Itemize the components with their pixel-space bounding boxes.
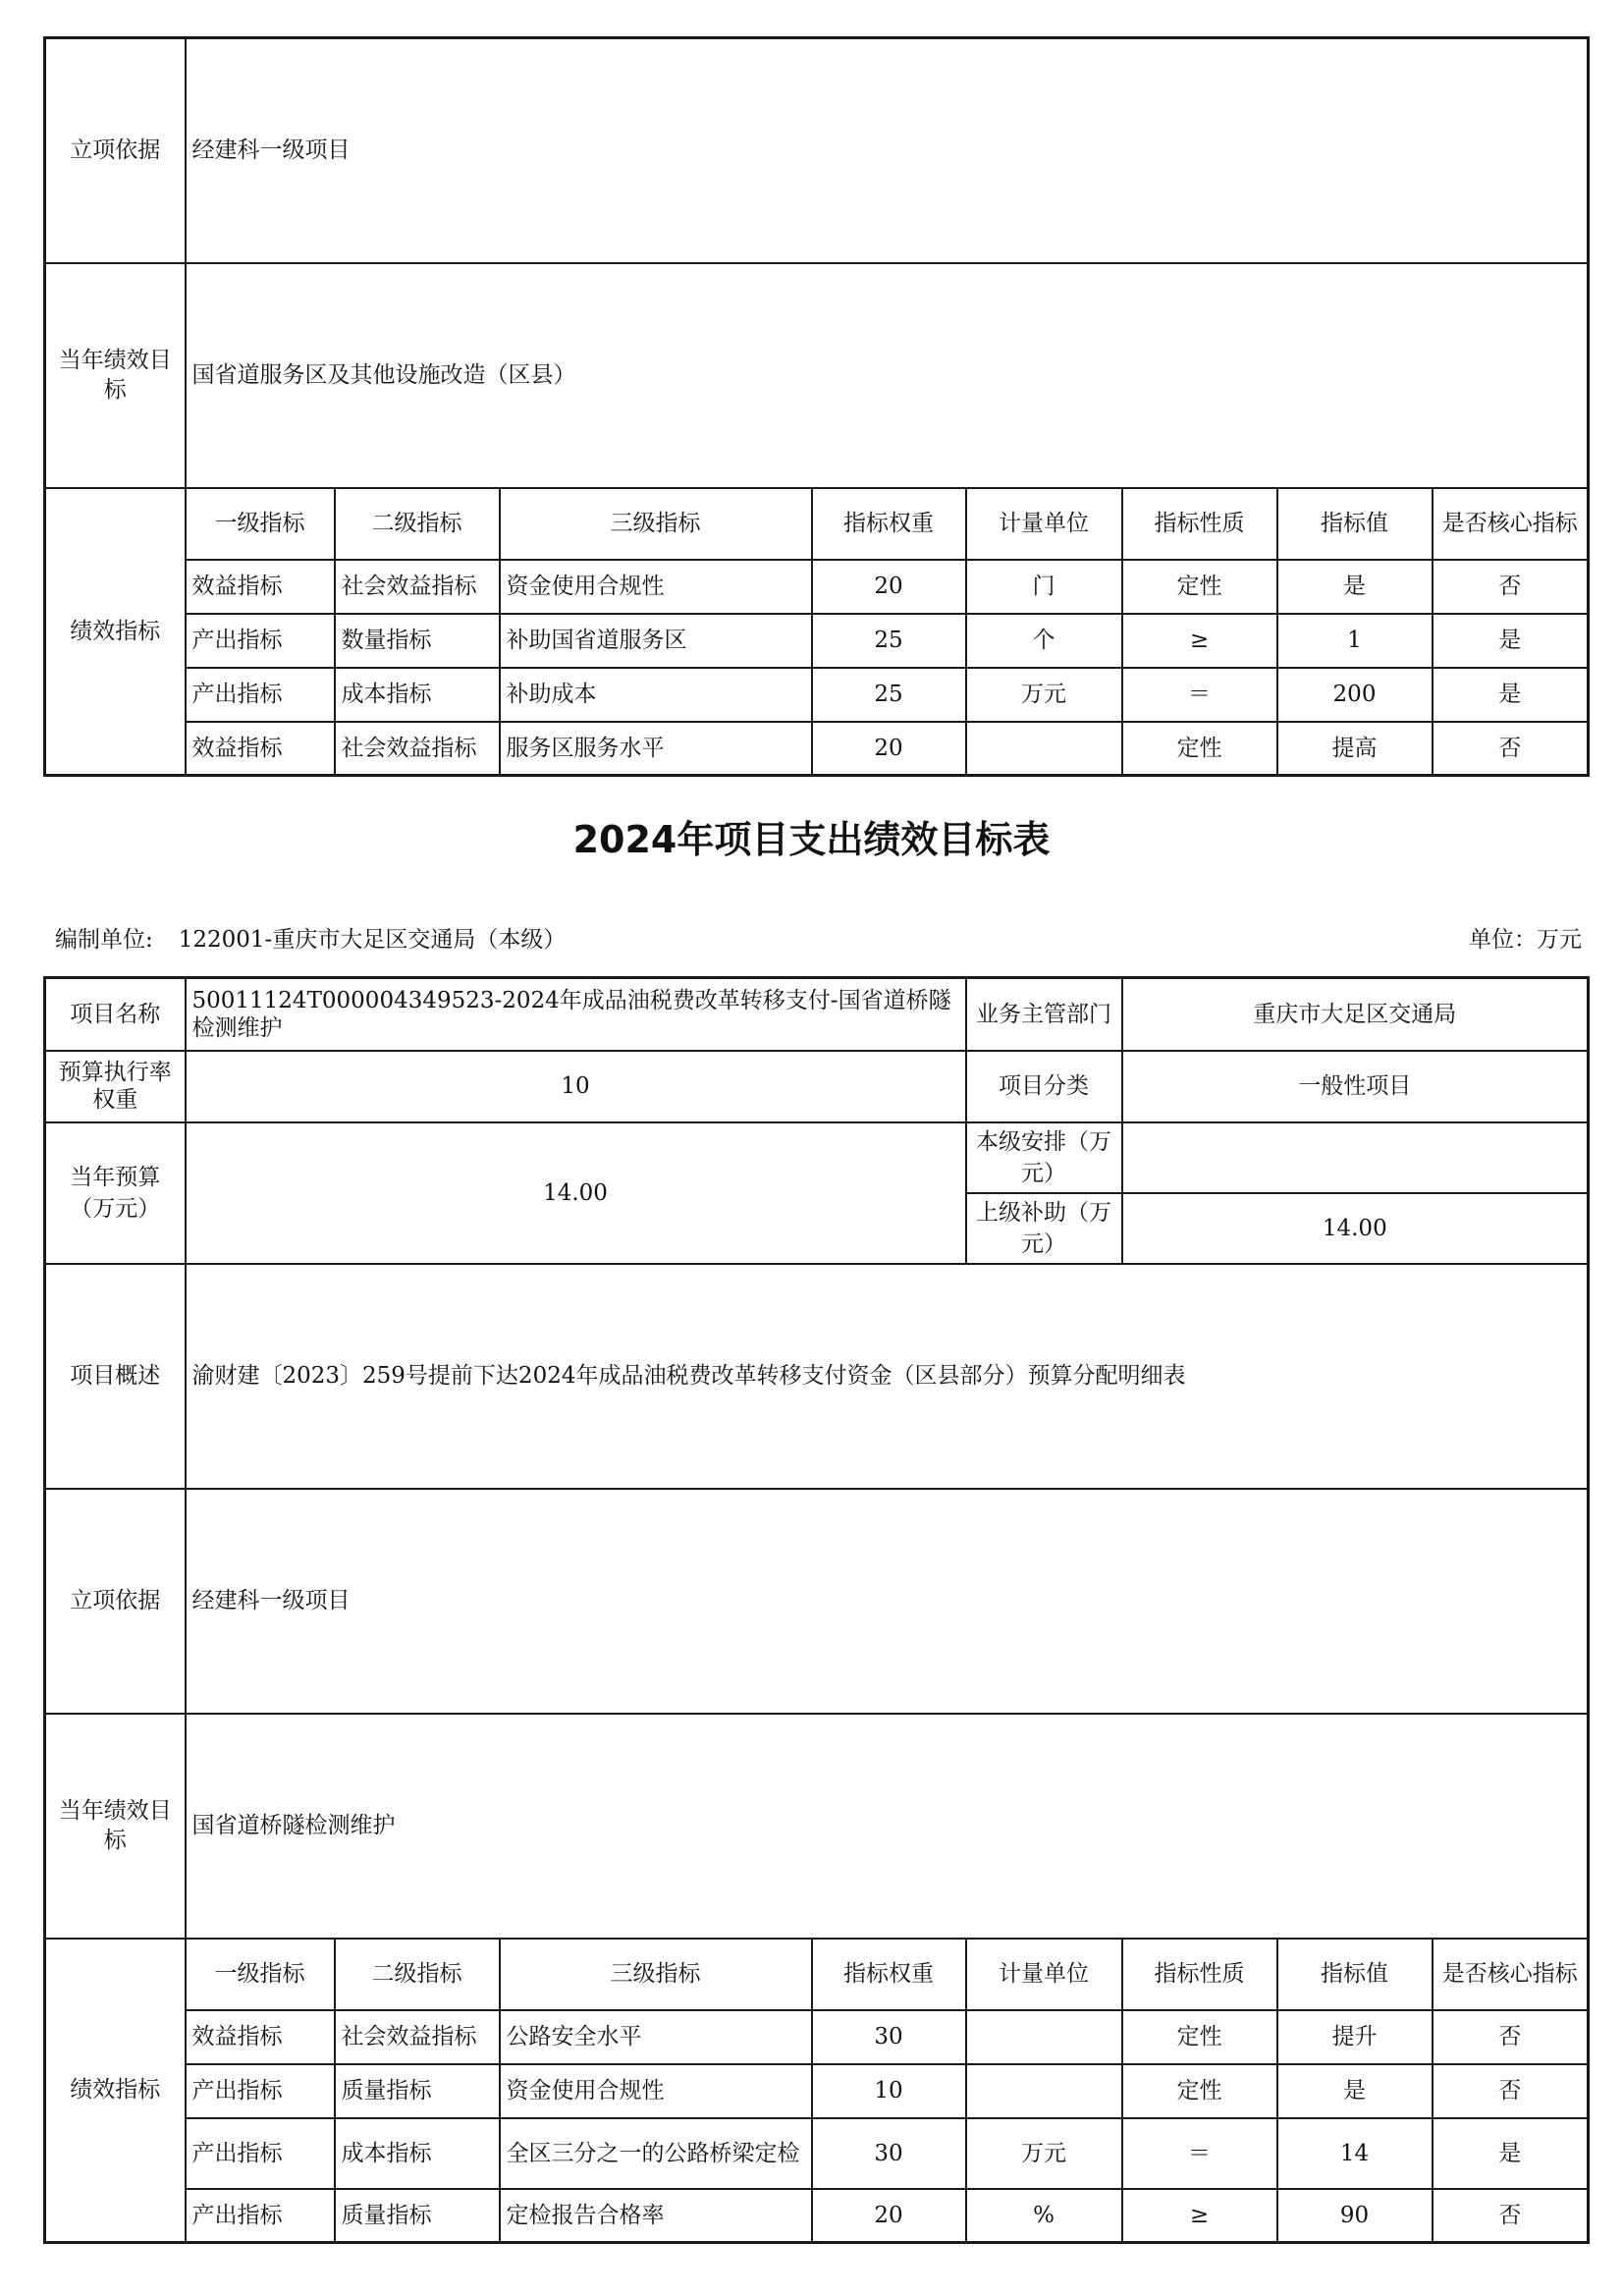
cell: 质量指标 — [335, 2064, 500, 2118]
cell — [966, 2064, 1122, 2118]
cell — [966, 722, 1122, 776]
cell: 10 — [812, 2064, 966, 2118]
cell: 成本指标 — [335, 668, 500, 722]
budget-value: 14.00 — [186, 1122, 966, 1264]
header-cell: 一级指标 — [186, 488, 335, 560]
cell: ＝ — [1122, 668, 1277, 722]
cell: 成本指标 — [335, 2118, 500, 2189]
cell: 万元 — [966, 668, 1122, 722]
cell: 20 — [812, 560, 966, 614]
cell: % — [966, 2189, 1122, 2243]
cell: 30 — [812, 2118, 966, 2189]
cell: 补助成本 — [500, 668, 812, 722]
header-cell: 指标值 — [1277, 488, 1433, 560]
performance-table-2 — [43, 976, 1590, 2244]
cell: 20 — [812, 2189, 966, 2243]
cell: 效益指标 — [186, 2010, 335, 2064]
category-label: 项目分类 — [966, 1051, 1122, 1122]
table-row — [45, 560, 1589, 614]
cell: 个 — [966, 614, 1122, 668]
cell: 补助国省道服务区 — [500, 614, 812, 668]
upper-value: 14.00 — [1122, 1193, 1589, 1264]
cell: 产出指标 — [186, 668, 335, 722]
cell: 数量指标 — [335, 614, 500, 668]
goal-value: 国省道桥隧检测维护 — [186, 1714, 1589, 1939]
overview-label: 项目概述 — [45, 1264, 186, 1489]
cell: 14 — [1277, 2118, 1433, 2189]
cell: 社会效益指标 — [335, 2010, 500, 2064]
cell: ＝ — [1122, 2118, 1277, 2189]
cell: 门 — [966, 560, 1122, 614]
cell: ≥ — [1122, 2189, 1277, 2243]
cell: 否 — [1433, 560, 1589, 614]
table-row — [45, 614, 1589, 668]
header-cell: 是否核心指标 — [1433, 1939, 1589, 2010]
cell: 否 — [1433, 2189, 1589, 2243]
goal-value: 国省道服务区及其他设施改造（区县） — [186, 263, 1589, 488]
cell: 是 — [1277, 560, 1433, 614]
cell: 提高 — [1277, 722, 1433, 776]
cell: 万元 — [966, 2118, 1122, 2189]
cell: 否 — [1433, 2064, 1589, 2118]
cell: 全区三分之一的公路桥梁定检 — [500, 2118, 812, 2189]
cell — [966, 2010, 1122, 2064]
cell: 是 — [1433, 2118, 1589, 2189]
cell: 否 — [1433, 722, 1589, 776]
cell: 产出指标 — [186, 2189, 335, 2243]
cell: 资金使用合规性 — [500, 2064, 812, 2118]
exec-rate-value: 10 — [186, 1051, 966, 1122]
cell: 产出指标 — [186, 2064, 335, 2118]
cell: 90 — [1277, 2189, 1433, 2243]
header-cell: 指标权重 — [812, 488, 966, 560]
header-cell: 二级指标 — [335, 1939, 500, 2010]
cell: 效益指标 — [186, 722, 335, 776]
cell: 定性 — [1122, 560, 1277, 614]
cell: 提升 — [1277, 2010, 1433, 2064]
performance-table-1 — [43, 36, 1590, 777]
cell: 定性 — [1122, 2064, 1277, 2118]
header-cell: 三级指标 — [500, 488, 812, 560]
dept-label: 业务主管部门 — [966, 978, 1122, 1051]
header-cell: 二级指标 — [335, 488, 500, 560]
header-cell: 三级指标 — [500, 1939, 812, 2010]
cell: 是 — [1433, 668, 1589, 722]
cell: 否 — [1433, 2010, 1589, 2064]
indicators-label: 绩效指标 — [45, 1939, 186, 2243]
category-value: 一般性项目 — [1122, 1051, 1589, 1122]
cell: 社会效益指标 — [335, 722, 500, 776]
goal-label: 当年绩效目标 — [45, 1714, 186, 1939]
cell: 资金使用合规性 — [500, 560, 812, 614]
cell: 是 — [1277, 2064, 1433, 2118]
basis-value: 经建科一级项目 — [186, 38, 1589, 263]
cell: 定性 — [1122, 2010, 1277, 2064]
cell: 产出指标 — [186, 614, 335, 668]
upper-label: 上级补助（万元） — [966, 1193, 1122, 1264]
cell: ≥ — [1122, 614, 1277, 668]
basis-label: 立项依据 — [45, 1489, 186, 1714]
cell: 25 — [812, 614, 966, 668]
header-cell: 指标性质 — [1122, 1939, 1277, 2010]
page-title: 2024年项目支出绩效目标表 — [572, 818, 1051, 861]
header-cell: 指标权重 — [812, 1939, 966, 2010]
budget-label: 当年预算（万元） — [45, 1122, 186, 1264]
local-label: 本级安排（万元） — [966, 1122, 1122, 1193]
header-cell: 是否核心指标 — [1433, 488, 1589, 560]
table-row — [45, 2189, 1589, 2243]
cell: 公路安全水平 — [500, 2010, 812, 2064]
cell: 200 — [1277, 668, 1433, 722]
compiling-unit-value: 122001-重庆市大足区交通局（本级） — [178, 927, 567, 953]
compiling-unit-label: 编制单位: — [55, 927, 153, 953]
table-row — [45, 2010, 1589, 2064]
table-row — [45, 2064, 1589, 2118]
basis-label: 立项依据 — [45, 38, 186, 263]
header-cell: 计量单位 — [966, 488, 1122, 560]
cell: 30 — [812, 2010, 966, 2064]
compiling-unit — [55, 925, 566, 955]
header-cell: 指标值 — [1277, 1939, 1433, 2010]
cell: 产出指标 — [186, 2118, 335, 2189]
cell: 是 — [1433, 614, 1589, 668]
cell: 质量指标 — [335, 2189, 500, 2243]
cell: 定检报告合格率 — [500, 2189, 812, 2243]
cell: 20 — [812, 722, 966, 776]
cell: 1 — [1277, 614, 1433, 668]
exec-rate-label: 预算执行率权重 — [45, 1051, 186, 1122]
basis-value: 经建科一级项目 — [186, 1489, 1589, 1714]
cell: 定性 — [1122, 722, 1277, 776]
cell: 服务区服务水平 — [500, 722, 812, 776]
project-name-value: 50011124T000004349523-2024年成品油税费改革转移支付-国省道桥隧检测维护 — [186, 978, 966, 1051]
local-value — [1122, 1122, 1589, 1193]
table-row — [45, 722, 1589, 776]
header-cell: 计量单位 — [966, 1939, 1122, 2010]
dept-value: 重庆市大足区交通局 — [1122, 978, 1589, 1051]
cell: 效益指标 — [186, 560, 335, 614]
table-row — [45, 2118, 1589, 2189]
header-cell: 一级指标 — [186, 1939, 335, 2010]
overview-value: 渝财建〔2023〕259号提前下达2024年成品油税费改革转移支付资金（区县部分）预算分配明细表 — [186, 1264, 1589, 1489]
indicators-label: 绩效指标 — [45, 488, 186, 776]
currency-unit: 单位：万元 — [1469, 927, 1582, 953]
project-name-label: 项目名称 — [45, 978, 186, 1051]
cell: 25 — [812, 668, 966, 722]
cell: 社会效益指标 — [335, 560, 500, 614]
goal-label: 当年绩效目标 — [45, 263, 186, 488]
header-cell: 指标性质 — [1122, 488, 1277, 560]
table-row — [45, 668, 1589, 722]
